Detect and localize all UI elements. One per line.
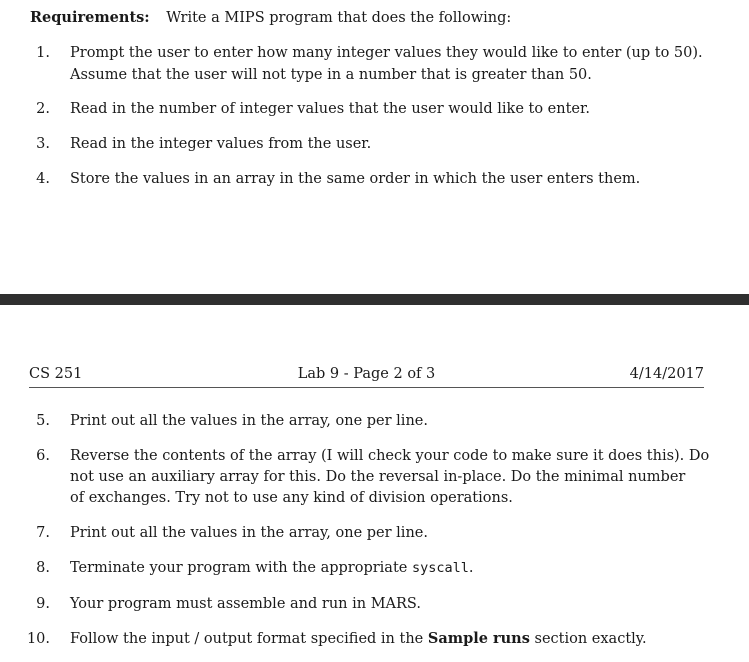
requirements-line: [30, 9, 511, 27]
header-page-info: Lab 9 - Page 2 of 3: [297, 366, 436, 382]
list-item-10: [26, 628, 720, 650]
item-text-before: Follow the input / output format specified in the: [70, 631, 428, 647]
header-course: CS 251: [29, 366, 83, 382]
requirements-intro: Write a MIPS program that does the following:: [166, 10, 512, 26]
item-number: 6.: [36, 448, 50, 464]
item-number: 10.: [26, 631, 50, 647]
item-text-line: not use an auxiliary array for this. Do the reversal in-place. Do the minimal number: [70, 469, 686, 485]
list-item-7: [30, 522, 720, 544]
item-text-after: .: [468, 560, 474, 576]
item-text: [70, 628, 647, 650]
item-number: 7.: [36, 525, 50, 541]
item-text: [70, 557, 473, 579]
page-header: [29, 366, 704, 388]
item-text: Your program must assemble and run in MARS.: [70, 596, 421, 612]
item-text: Print out all the values in the array, one per line.: [70, 525, 428, 541]
item-text-after: section exactly.: [529, 631, 647, 647]
syscall-code: syscall: [411, 560, 469, 576]
list-item-2: [30, 98, 720, 120]
item-text: Read in the integer values from the user.: [70, 136, 372, 152]
item-number: 8.: [36, 560, 50, 576]
list-item-5: [30, 410, 720, 432]
item-text-before: Terminate your program with the appropriate: [70, 560, 412, 576]
item-text-line: of exchanges. Try not to use any kind of division operations.: [70, 490, 513, 506]
list-item-3: [30, 133, 720, 155]
page-bottom: [0, 305, 749, 662]
list-item-6: [30, 445, 720, 511]
list-item-9: [30, 593, 720, 615]
item-text-line: Prompt the user to enter how many integer values they would like to enter (up to 50).: [70, 45, 703, 61]
requirements-label: Requirements:: [30, 9, 150, 26]
item-text: Store the values in an array in the same order in which the user enters them.: [70, 171, 641, 187]
item-number: 4.: [36, 171, 50, 187]
list-item-4: [30, 168, 720, 190]
list-item-1: [30, 42, 720, 86]
page-divider: [0, 294, 749, 305]
item-text: Read in the number of integer values that the user would like to enter.: [70, 101, 590, 117]
item-number: 2.: [36, 101, 50, 117]
item-text-line: Assume that the user will not type in a number that is greater than 50.: [70, 67, 592, 83]
header-date: 4/14/2017: [629, 366, 704, 382]
item-number: 1.: [36, 45, 50, 61]
page-top: [0, 0, 749, 294]
sample-runs-bold: Sample runs: [427, 630, 530, 647]
item-text-line: Reverse the contents of the array (I will check your code to make sure it does this). Do: [70, 448, 710, 464]
list-item-8: [30, 557, 720, 579]
item-text: Print out all the values in the array, one per line.: [70, 413, 428, 429]
item-number: 5.: [36, 413, 50, 429]
item-number: 3.: [36, 136, 50, 152]
item-number: 9.: [36, 596, 50, 612]
